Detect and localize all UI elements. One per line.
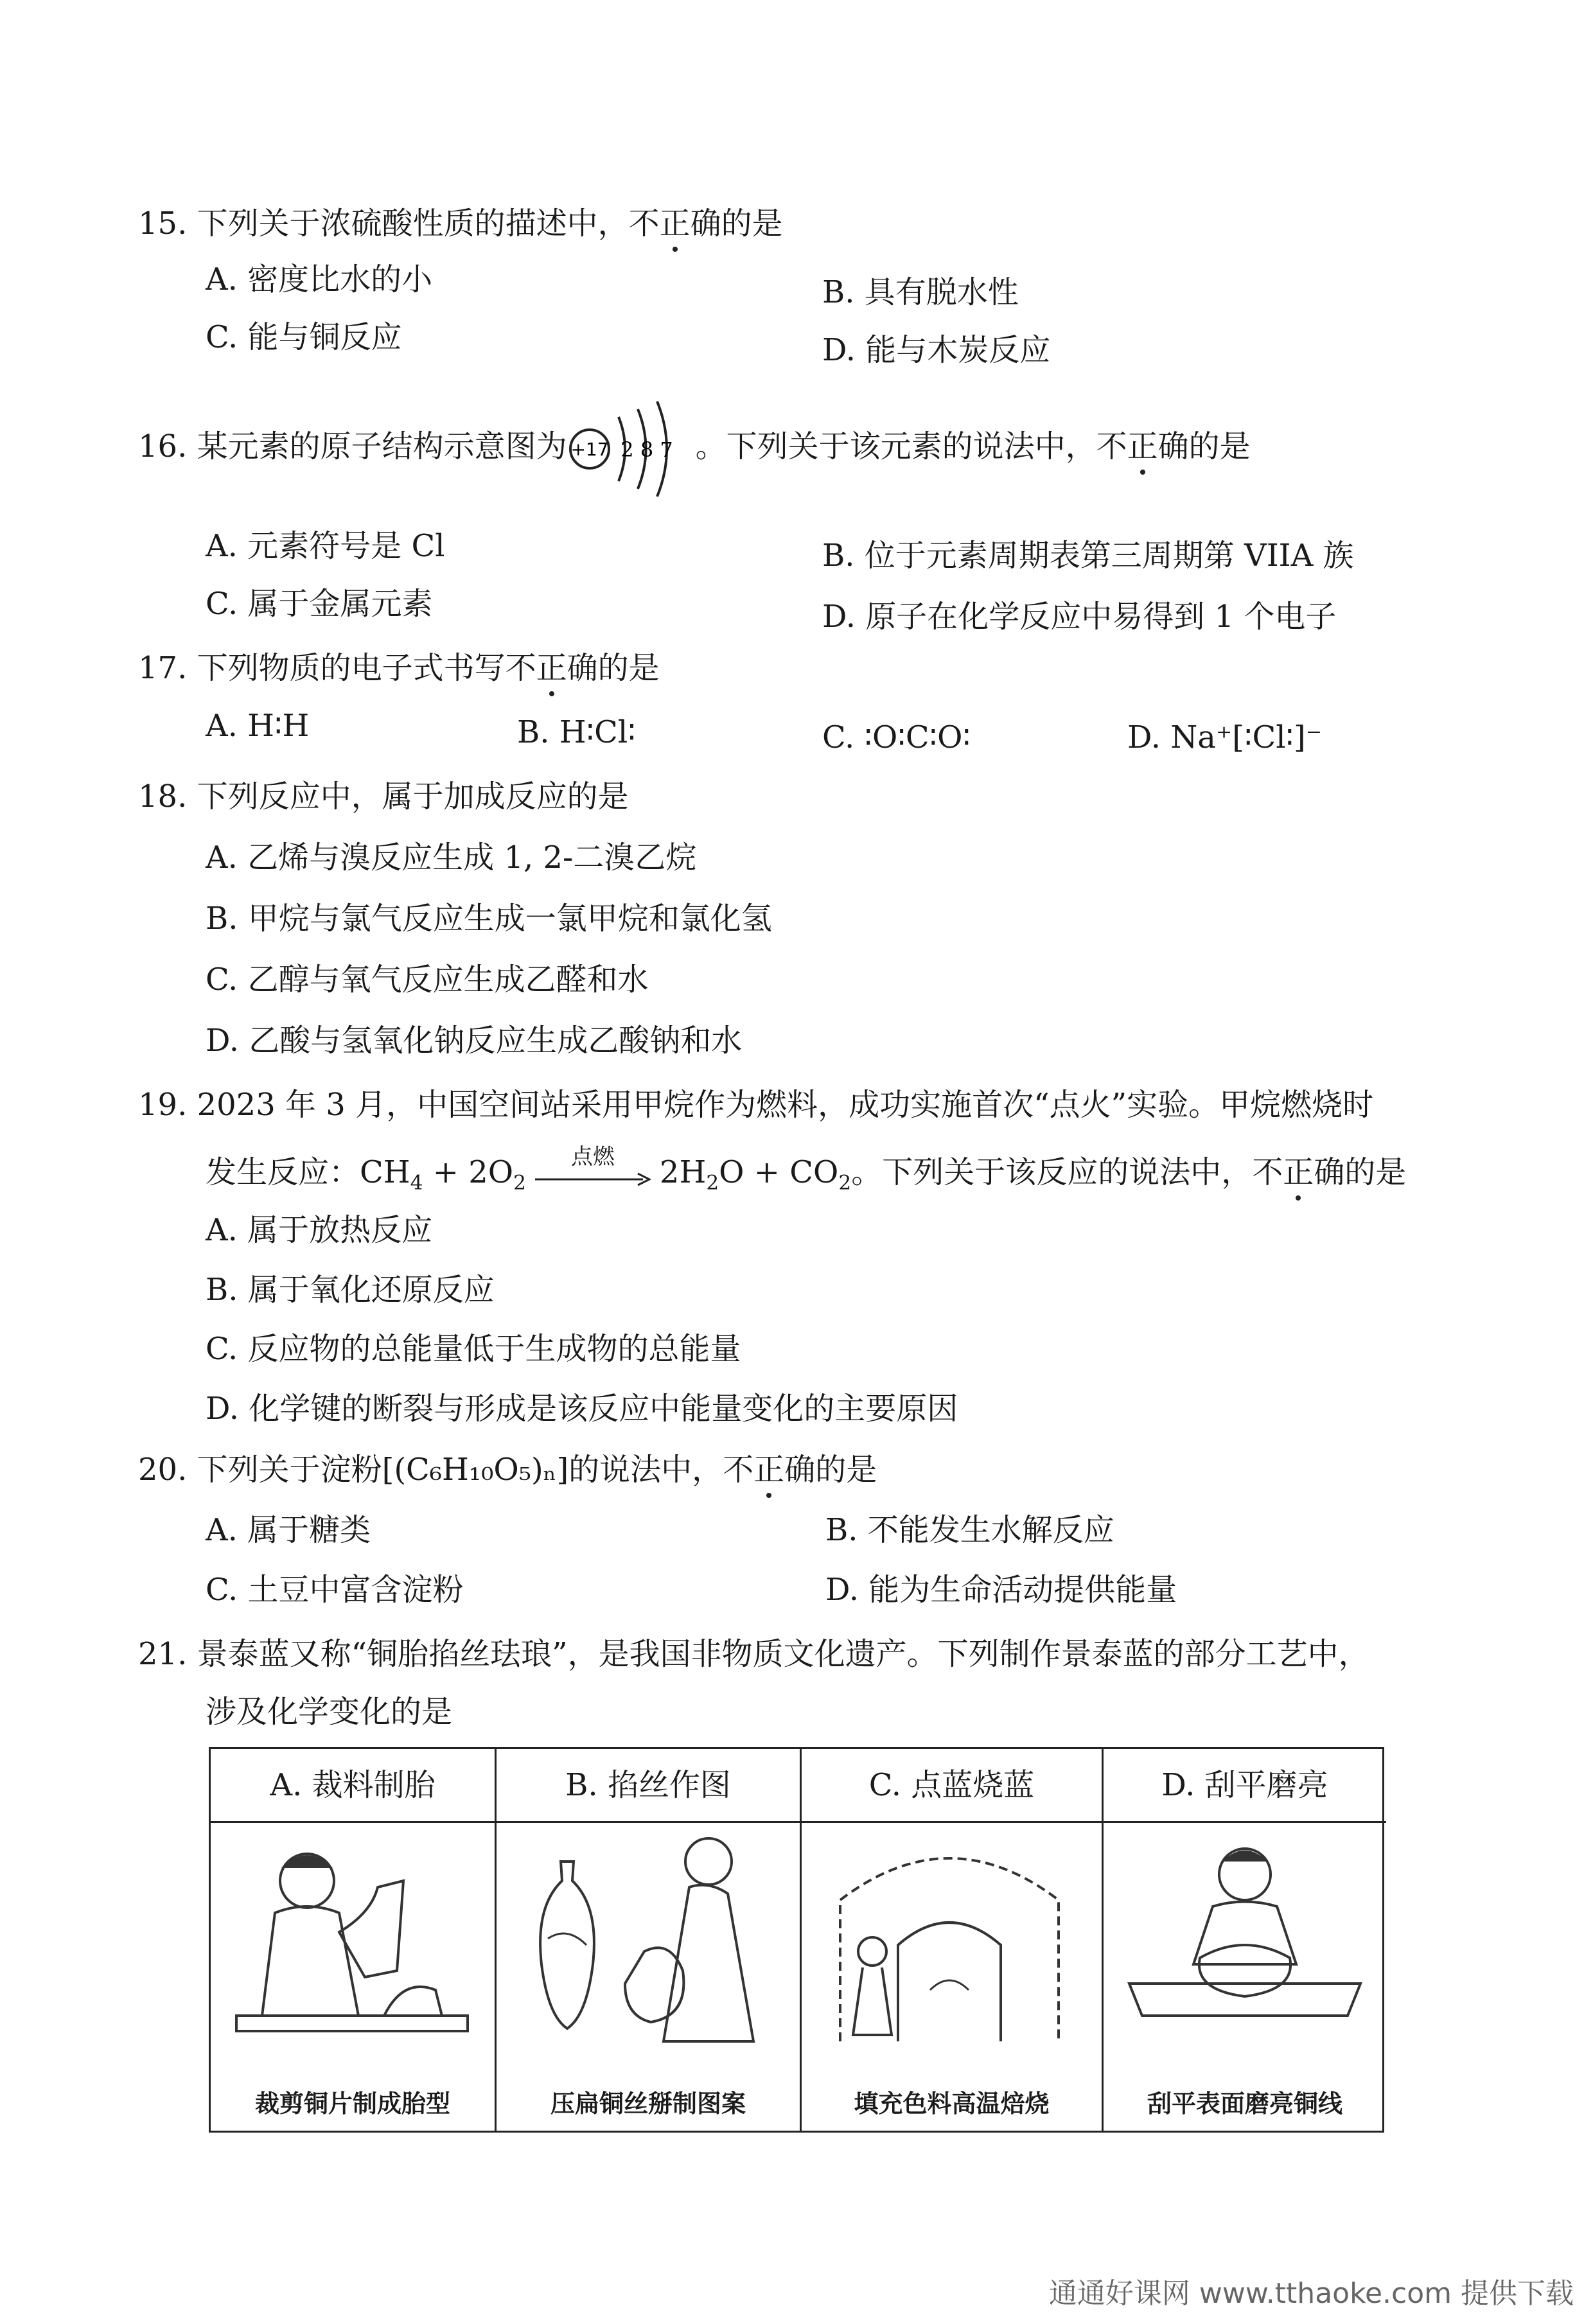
craft-col-a (211, 1749, 497, 2131)
q15-stem-emphasis: 不正确 (628, 206, 721, 242)
q21-line1: 21. 景泰蓝又称“铜胎掐丝珐琅”，是我国非物质文化遗产。下列制作景泰蓝的部分工艺中， (138, 1636, 1369, 1672)
q16-option-b: B. 位于元素周期表第三周期第 VIIA 族 (822, 538, 1354, 574)
q15-option-b: B. 具有脱水性 (822, 274, 1019, 310)
kiln-firing-icon (802, 1823, 1100, 2067)
q17-stem-b: 的是 (597, 650, 660, 686)
reaction-arrow (535, 1143, 651, 1194)
craft-illustration-b (497, 1823, 800, 2067)
q19-option-a: A. 属于放热反应 (206, 1212, 433, 1248)
shell-electrons: 2 8 7 (620, 437, 673, 462)
craft-header-c: C. 点蓝烧蓝 (802, 1749, 1102, 1823)
q16-stem-emphasis: 不正确 (1096, 428, 1189, 464)
q17-option-d: D. Na⁺[∶Cl∶]⁻ (1127, 719, 1323, 755)
polishing-vase-icon (1104, 1823, 1383, 2067)
q16-option-d: D. 原子在化学反应中易得到 1 个电子 (822, 599, 1337, 635)
q16-option-c: C. 属于金属元素 (206, 586, 433, 622)
arrow-icon (535, 1170, 651, 1189)
craft-caption-d: 刮平表面磨亮铜线 (1147, 2089, 1342, 2118)
q16-stem-b: 。下列关于该元素的说法中， (695, 428, 1096, 464)
q17-stem-emphasis: 不正确 (505, 650, 598, 686)
q18-stem: 18. 下列反应中，属于加成反应的是 (138, 779, 629, 814)
q19-line1: 19. 2023 年 3 月，中国空间站采用甲烷作为燃料，成功实施首次“点火”实验。甲烷燃烧时 (138, 1087, 1374, 1123)
q17-option-a: A. H∶H (206, 708, 310, 744)
craft-col-c (802, 1749, 1104, 2131)
craft-header-d: D. 刮平磨亮 (1104, 1749, 1386, 1823)
q20-stem-a: 20. 下列关于淀粉[(C₆H₁₀O₅)ₙ]的说法中， (138, 1452, 723, 1488)
craft-illustration-c (802, 1823, 1102, 2067)
craft-header-a: A. 裁料制胎 (211, 1749, 495, 1823)
atom-structure-svg (567, 398, 696, 500)
q19-stem-c: 的是 (1344, 1154, 1407, 1190)
q15-option-d: D. 能与木炭反应 (822, 332, 1051, 368)
reaction-condition: 点燃 (570, 1143, 615, 1170)
q15-stem-a: 15. 下列关于浓硫酸性质的描述中， (138, 206, 629, 242)
q20-option-b: B. 不能发生水解反应 (825, 1512, 1114, 1548)
craft-table (209, 1747, 1384, 2133)
q17-stem (138, 649, 660, 687)
q21-line2: 涉及化学变化的是 (206, 1694, 453, 1730)
q20-stem-emphasis: 不正确 (723, 1452, 816, 1488)
q20-stem-b: 的是 (815, 1452, 877, 1488)
q18-option-d: D. 乙酸与氢氧化钠反应生成乙酸钠和水 (206, 1023, 743, 1059)
atom-structure-diagram (567, 430, 696, 468)
q19-line2 (206, 1143, 1407, 1202)
craft-illustration-d (1104, 1823, 1386, 2067)
q16-stem-c: 的是 (1188, 428, 1251, 464)
q20-option-c: C. 土豆中富含淀粉 (206, 1572, 464, 1608)
q17-stem-a: 17. 下列物质的电子式书写 (138, 650, 506, 686)
craft-caption-b: 压扁铜丝掰制图案 (550, 2089, 746, 2118)
q18-option-c: C. 乙醇与氧气反应生成乙醛和水 (206, 962, 649, 998)
equation-reactants: $CH_4 + 2O_2$ (360, 1154, 526, 1195)
q15-stem-b: 的是 (721, 206, 783, 242)
q19-option-d: D. 化学键的断裂与形成是该反应中能量变化的主要原因 (206, 1391, 958, 1427)
vase-wire-icon (497, 1823, 798, 2067)
q20-stem (138, 1450, 877, 1489)
q19-stem-emphasis: 不正确 (1252, 1154, 1345, 1190)
q19-option-c: C. 反应物的总能量低于生成物的总能量 (206, 1331, 741, 1367)
q18-option-a: A. 乙烯与溴反应生成 1, 2-二溴乙烷 (206, 840, 697, 876)
craftsman-cutting-icon (211, 1823, 493, 2067)
craft-illustration-a (211, 1823, 495, 2067)
q15-option-a: A. 密度比水的小 (206, 261, 433, 297)
q19-line2-a: 发生反应： (206, 1154, 360, 1190)
q20-option-d: D. 能为生命活动提供能量 (825, 1572, 1177, 1608)
q16-stem-a: 16. 某元素的原子结构示意图为 (138, 428, 567, 464)
q20-option-a: A. 属于糖类 (206, 1512, 371, 1548)
q19-option-b: B. 属于氧化还原反应 (206, 1272, 495, 1308)
craft-col-b (497, 1749, 802, 2131)
nucleus-charge: +17 (570, 438, 609, 460)
craft-header-b: B. 掐丝作图 (497, 1749, 800, 1823)
q17-option-c: C. ∶O∶C∶O∶ (822, 719, 971, 755)
craft-caption-c: 填充色料高温焙烧 (854, 2089, 1050, 2118)
q16-option-a: A. 元素符号是 Cl (206, 528, 445, 564)
craft-col-d (1104, 1749, 1386, 2131)
craft-caption-a: 裁剪铜片制成胎型 (254, 2089, 450, 2118)
q15-stem (138, 204, 783, 243)
q18-option-b: B. 甲烷与氯气反应生成一氯甲烷和氯化氢 (206, 901, 772, 937)
watermark-footer: 通通好课网 www.tthaoke.com 提供下载 (1048, 2277, 1574, 2310)
q19-line2-b: 。下列关于该反应的说法中， (851, 1154, 1253, 1190)
q17-option-b: B. H∶Cl∶ (517, 714, 636, 750)
q15-option-c: C. 能与铜反应 (206, 319, 402, 355)
equation-products: $2H_2O + CO_2$ (659, 1154, 852, 1195)
q16-stem (138, 427, 1251, 468)
